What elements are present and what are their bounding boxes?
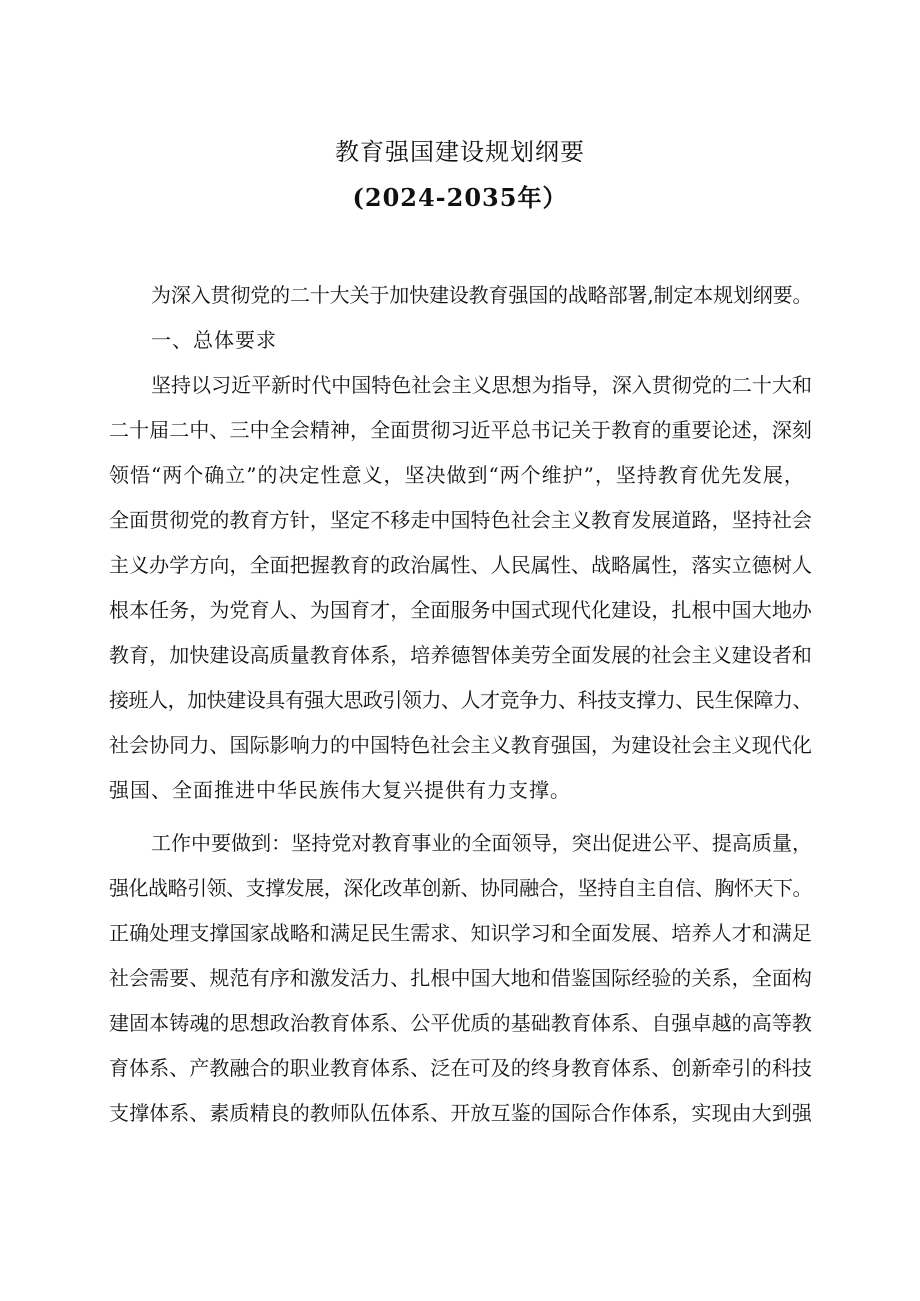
paragraph-line: 二十届二中、三中全会精神，全面贯彻习近平总书记关于教育的重要论述，深刻 bbox=[109, 418, 812, 442]
document-title: 教育强国建设规划纲要 bbox=[335, 138, 585, 166]
intro-paragraph: 为深入贯彻党的二十大关于加快建设教育强国的战略部署,制定本规划纲要。 bbox=[151, 283, 813, 307]
paragraph-line: 强国、全面推进中华民族伟大复兴提供有力支撑。 bbox=[109, 778, 571, 802]
paragraph-line: 社会需要、规范有序和激发活力、扎根中国大地和借鉴国际经验的关系，全面构 bbox=[109, 966, 812, 990]
paragraph-line: 支撑体系、素质精良的教师队伍体系、开放互鉴的国际合作体系，实现由大到强 bbox=[109, 1101, 812, 1125]
paragraph-line: 建固本铸魂的思想政治教育体系、公平优质的基础教育体系、自强卓越的高等教 bbox=[109, 1011, 812, 1035]
paragraph-line: 育体系、产教融合的职业教育体系、泛在可及的终身教育体系、创新牵引的科技 bbox=[109, 1056, 812, 1080]
document-subtitle: (2024-2035年） bbox=[352, 183, 568, 212]
paragraph-line: 坚持以习近平新时代中国特色社会主义思想为指导，深入贯彻党的二十大和 bbox=[151, 373, 812, 397]
paragraph-line: 工作中要做到：坚持党对教育事业的全面领导，突出促进公平、提高质量， bbox=[151, 831, 812, 855]
paragraph-line: 强化战略引领、支撑发展，深化改革创新、协同融合，坚持自主自信、胸怀天下。 bbox=[109, 876, 812, 900]
paragraph-line: 教育，加快建设高质量教育体系，培养德智体美劳全面发展的社会主义建设者和 bbox=[109, 643, 812, 667]
paragraph-line: 全面贯彻党的教育方针，坚定不移走中国特色社会主义教育发展道路，坚持社会 bbox=[109, 508, 812, 532]
paragraph-line: 主义办学方向，全面把握教育的政治属性、人民属性、战略属性，落实立德树人 bbox=[109, 553, 812, 577]
paragraph-line: 正确处理支撑国家战略和满足民生需求、知识学习和全面发展、培养人才和满足 bbox=[109, 921, 812, 945]
paragraph-line: 接班人，加快建设具有强大思政引领力、人才竞争力、科技支撑力、民生保障力、 bbox=[109, 688, 812, 712]
paragraph-line: 根本任务，为党育人、为国育才，全面服务中国式现代化建设，扎根中国大地办 bbox=[109, 598, 812, 622]
section-heading: 一、总体要求 bbox=[151, 328, 277, 352]
paragraph-line: 社会协同力、国际影响力的中国特色社会主义教育强国，为建设社会主义现代化 bbox=[109, 733, 812, 757]
paragraph-line: 领悟“两个确立”的决定性意义，坚决做到“两个维护”，坚持教育优先发展， bbox=[109, 463, 805, 487]
